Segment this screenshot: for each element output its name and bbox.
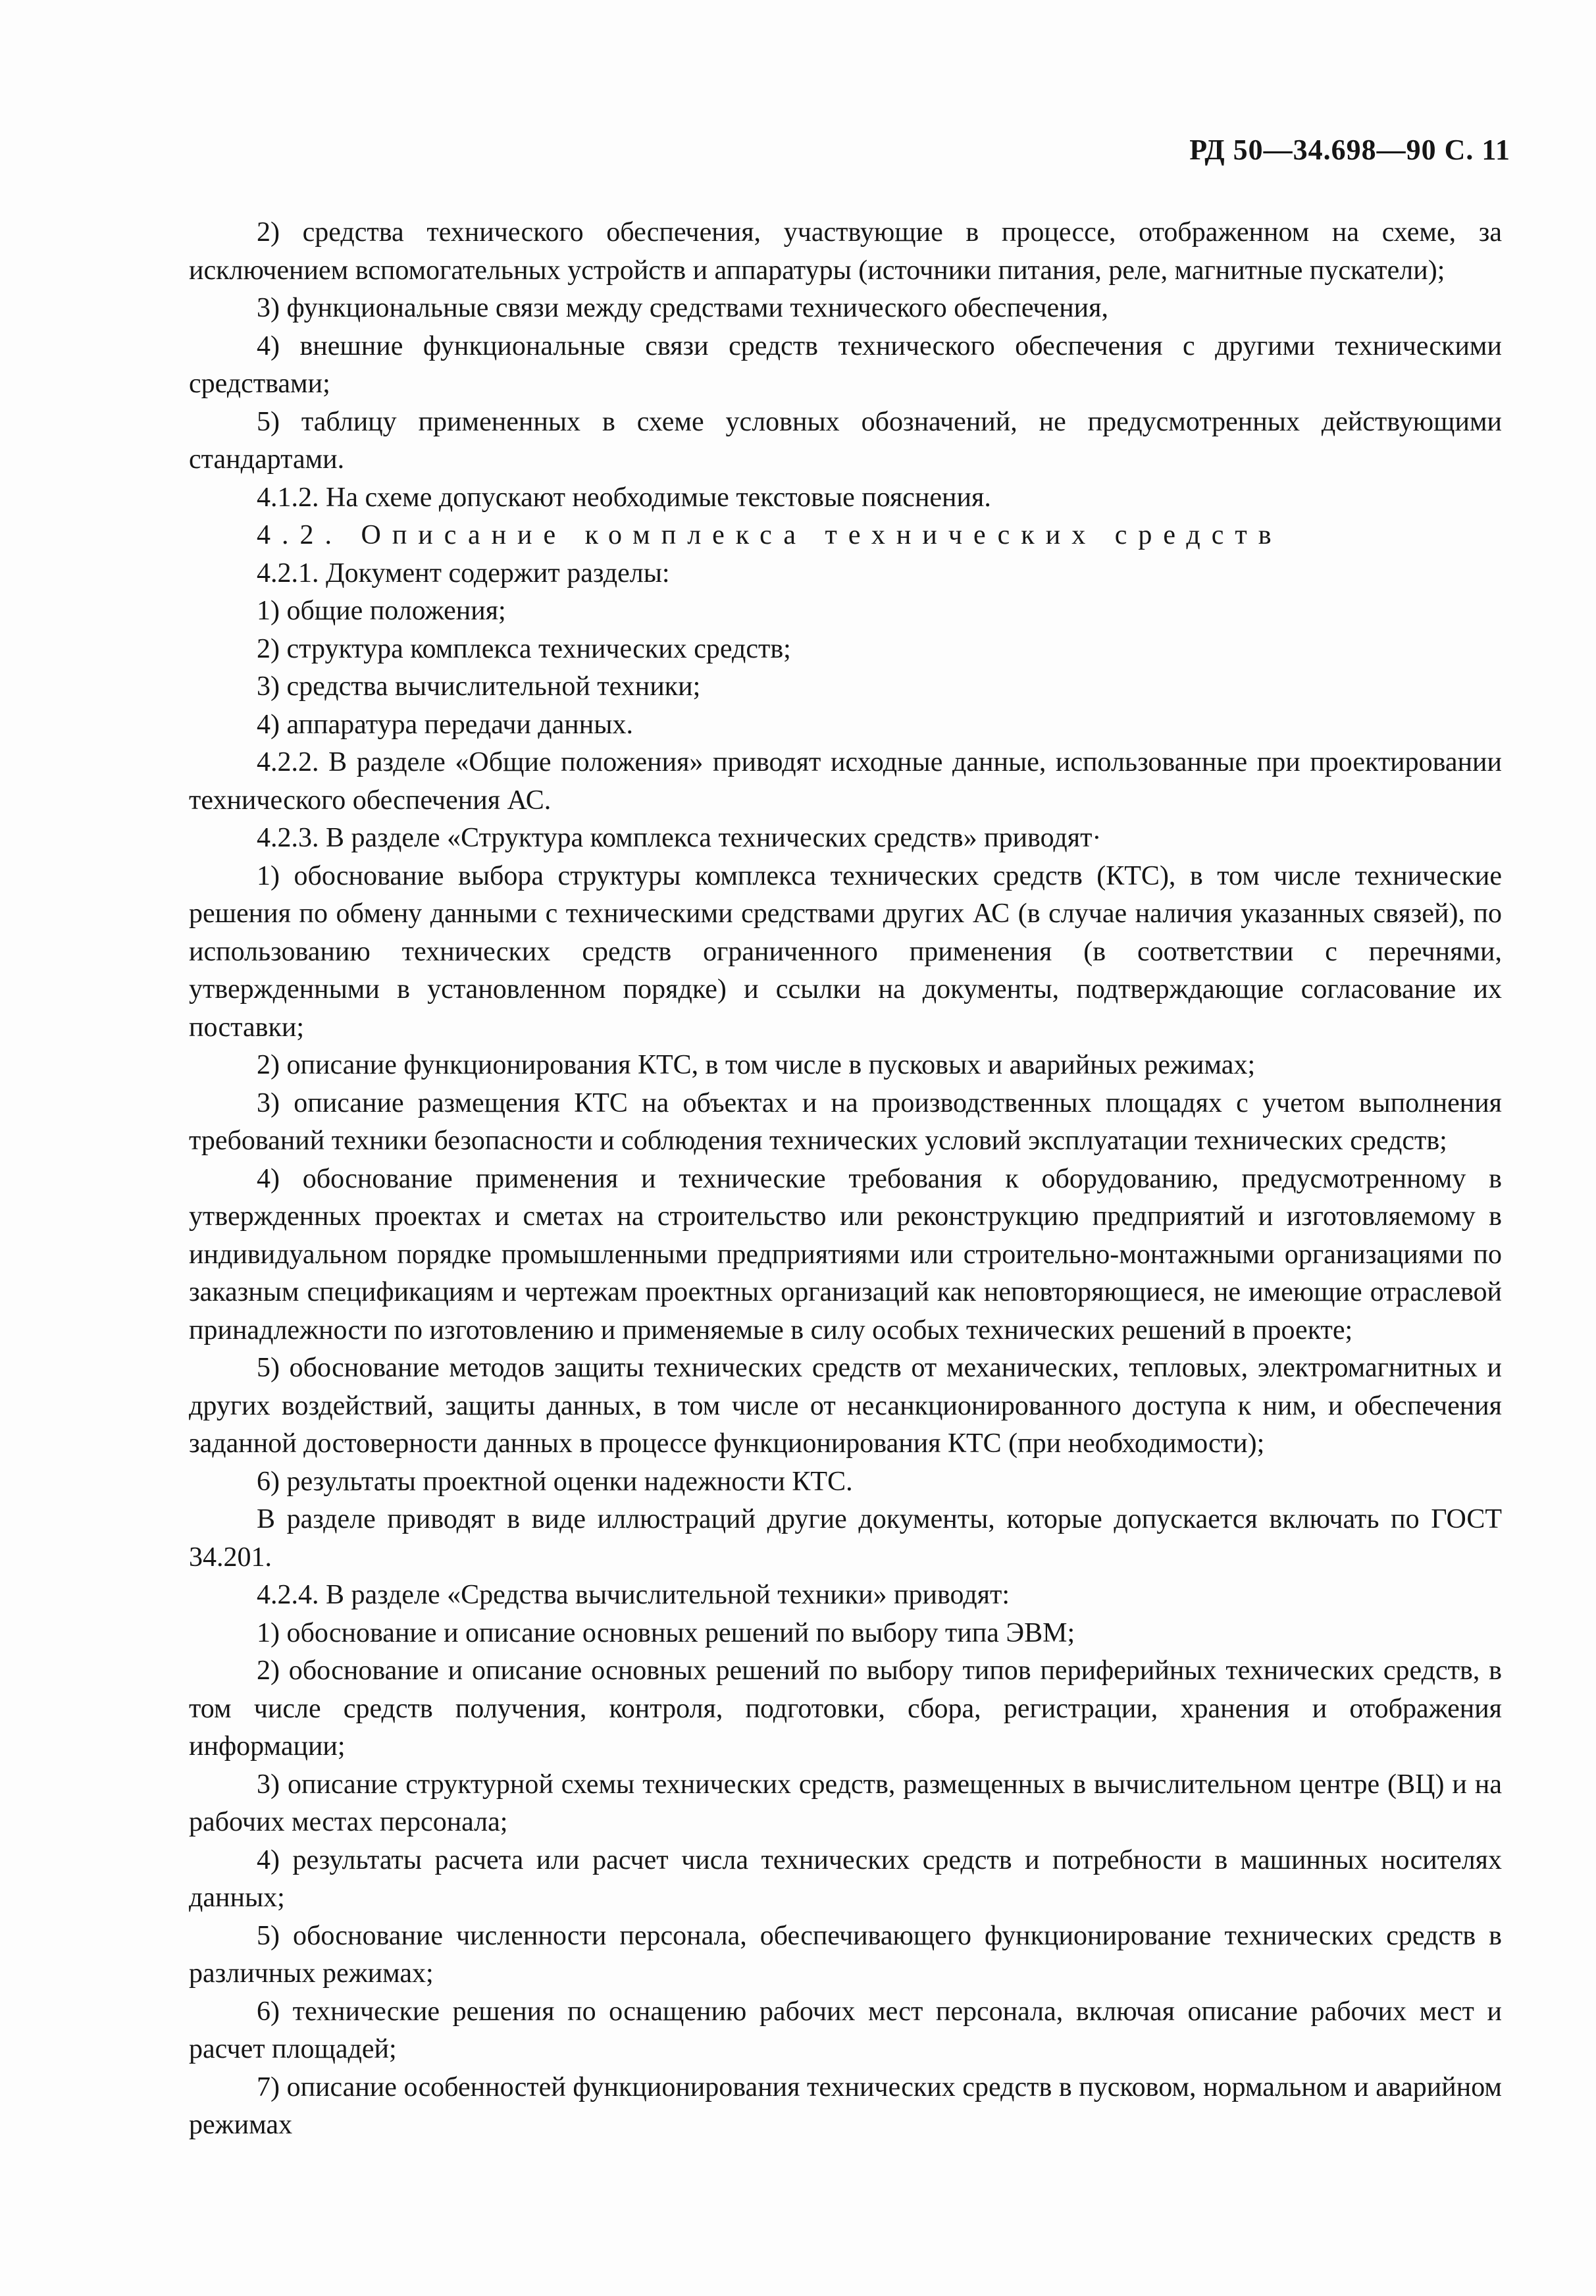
list-item: 1) обоснование и описание основных решений по выбору типа ЭВМ; — [257, 1617, 1075, 1648]
list-item: 6) технические решения по оснащению рабочих мест персонала, включая описание рабочих мест и расчет площадей; — [189, 1996, 1502, 2064]
list-item: 5) обоснование численности персонала, обеспечивающего функционирование технических средств в различных режимах; — [189, 1920, 1502, 1989]
paragraph: 4.2.1. Документ содержит разделы: — [257, 558, 670, 588]
paragraph: 4.1.2. На схеме допускают необходимые текстовые пояснения. — [257, 482, 991, 513]
section-heading: 4.2. Описание комплекса технических средств — [257, 520, 1283, 550]
paragraph: В разделе приводят в виде иллюстраций другие документы, которые допускается включать по ГОСТ 34.201. — [189, 1504, 1502, 1573]
body-text — [189, 214, 1502, 2145]
list-item: 2) структура комплекса технических средств; — [257, 633, 791, 664]
list-item: 2) описание функционирования КТС, в том числе в пусковых и аварийных режимах; — [257, 1050, 1256, 1080]
list-item: 3) средства вычислительной техники; — [257, 671, 701, 702]
page-header: РД 50—34.698—90 С. 11 — [1189, 134, 1510, 166]
list-item: 1) общие положения; — [257, 596, 506, 626]
paragraph: 3) функциональные связи между средствами технического обеспечения, — [257, 293, 1108, 323]
list-item: 2) обоснование и описание основных решений по выбору типов периферийных технических средств, в том числе средств получения, контроля, подготовки, сбора, регистрации, хранения и отображения информации; — [189, 1656, 1502, 1761]
list-item: 3) описание размещения КТС на объектах и на производственных площадях с учетом выполнения требований техники безопасности и соблюдения технических условий эксплуатации технических средств; — [189, 1087, 1502, 1156]
list-item: 6) результаты проектной оценки надежности КТС. — [257, 1466, 853, 1497]
paragraph: 4) внешние функциональные связи средств технического обеспечения с другими техническими средствами; — [189, 330, 1502, 399]
list-item: 4) результаты расчета или расчет числа технических средств и потребности в машинных носителях данных; — [189, 1844, 1502, 1913]
list-item: 1) обоснование выбора структуры комплекса технических средств (КТС), в том числе технические решения по обмену данными с техническими средствами других АС (в случае наличия указанных связей), по использованию технических средств ограниченного применения (в соответствии с перечнями, утвержденными в установленном порядке) и ссылки на документы, подтверждающие согласование их поставки; — [189, 860, 1502, 1043]
list-item: 4) обоснование применения и технические требования к оборудованию, предусмотренному в утвержденных проектах и сметах на строительство или реконструкцию предприятий и изготовляемому в индивидуальном порядке промышленными предприятиями или строительно-монтажными организациями по заказным спецификациям и чертежам проектных организаций как неповторяющиеся, не имеющие отраслевой принадлежности по изготовлению и применяемые в силу особых технических решений в проекте; — [189, 1163, 1502, 1345]
list-item: 4) аппаратура передачи данных. — [257, 709, 633, 740]
list-item: 5) обоснование методов защиты технических средств от механических, тепловых, электромагнитных и других воздействий, защиты данных, в том числе от несанкционированного доступа к ним, и обеспечения заданной достоверности данных в процессе функционирования КТС (при необходимости); — [189, 1353, 1502, 1459]
paragraph: 4.2.2. В разделе «Общие положения» приводят исходные данные, использованные при проектировании технического обеспечения АС. — [189, 747, 1502, 816]
list-item: 7) описание особенностей функционирования технических средств в пусковом, нормальном и аварийном режимах — [189, 2072, 1502, 2140]
paragraph: 2) средства технического обеспечения, участвующие в процессе, отображенном на схеме, за исключением вспомогательных устройств и аппаратуры (источники питания, реле, магнитные пускатели); — [189, 217, 1502, 286]
paragraph: 4.2.3. В разделе «Структура комплекса технических средств» приводят· — [257, 823, 1102, 853]
paragraph: 5) таблицу примененных в схеме условных обозначений, не предусмотренных действующими стандартами. — [189, 406, 1502, 475]
paragraph: 4.2.4. В разделе «Средства вычислительной техники» приводят: — [257, 1580, 1010, 1610]
list-item: 3) описание структурной схемы технических средств, размещенных в вычислительном центре (ВЦ) и на рабочих местах персонала; — [189, 1769, 1502, 1837]
